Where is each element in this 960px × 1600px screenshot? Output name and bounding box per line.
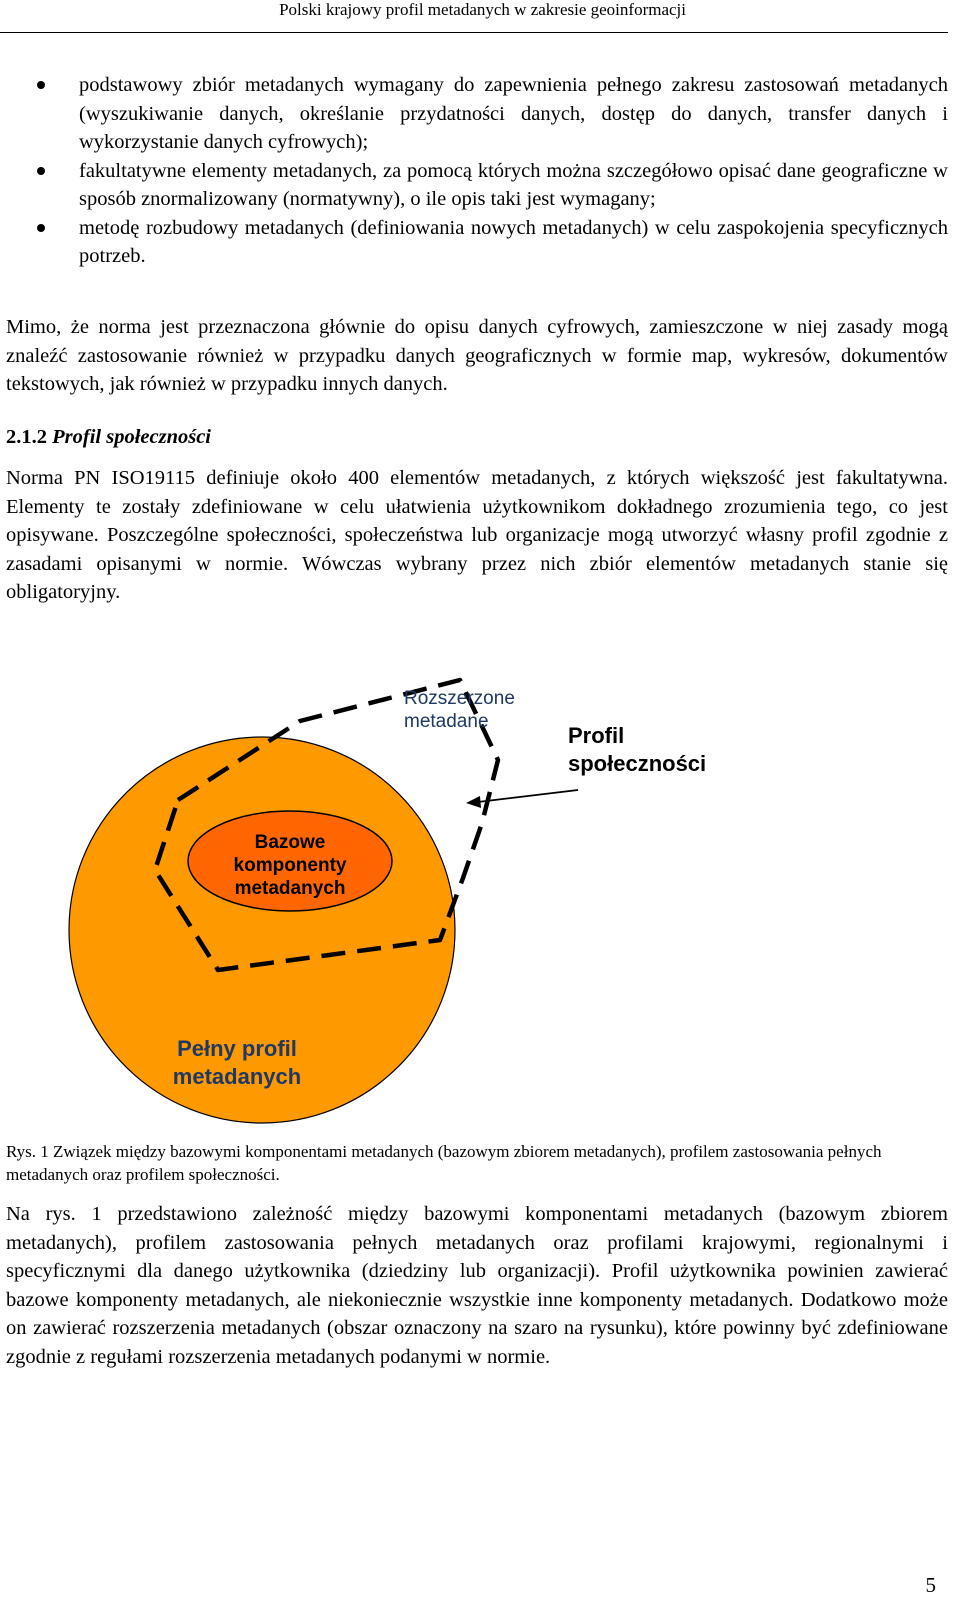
full-label-line1: Pełny profil <box>177 1036 297 1061</box>
profile-diagram <box>0 660 960 1130</box>
paragraph-figure-description: Na rys. 1 przedstawiono zależność między bazowymi komponentami metadanych (bazowym zbiorem metadanych), profilem zastosowania pełnych metadanych oraz profilami krajowymi, regionalnymi i specyficznymi dla danego użytkownika (dziedziny lub organizacji). Profil użytkownika powinien zawierać bazowe komponenty metadanych, ale niekoniecznie wszystkie inne komponenty metadanych. Dodatkowo może on zawierać rozszerzenia metadanych (obszar oznaczony na szaro na rysunku), które powinny być zdefiniowane zgodnie z regułami rozszerzenia metadanych podanymi w normie. <box>6 1203 948 1368</box>
extended-label-line2: metadane <box>404 711 489 732</box>
bullet-dot-icon <box>37 167 45 175</box>
community-arrow-line <box>478 790 578 802</box>
bullet-text: fakultatywne elementy metadanych, za pomocą których można szczegółowo opisać dane geograficzne w sposób znormalizowany (normatywny), o ile opis taki jest wymagany; <box>79 159 948 210</box>
bullet-dot-icon <box>37 81 45 89</box>
arrow-head-icon <box>466 796 481 808</box>
bullet-item <box>0 214 948 271</box>
running-title: Polski krajowy profil metadanych w zakresie geoinformacji <box>279 0 686 19</box>
paragraph-community-profile: Norma PN ISO19115 definiuje około 400 elementów metadanych, z których większość jest fakultatywna. Elementy te zostały zdefiniowane w celu ułatwienia użytkownikom dokładnego zrozumienia tego, co jest opisywane. Poszczególne społeczności, społeczeństwa lub organizacje mogą utworzyć własny profil zgodnie z zasadami opisanymi w normie. Wówczas wybrany przez nich zbiór elementów metadanych stanie się obligatoryjny. <box>6 467 948 603</box>
section-title: Profil społeczności <box>52 426 211 448</box>
figure-caption: Rys. 1 Związek między bazowymi komponentami metadanych (bazowym zbiorem metadanych), profilem zastosowania pełnych metadanych oraz profilem społeczności. <box>6 1142 882 1184</box>
bullet-item <box>0 157 948 214</box>
core-label-line2: komponenty <box>233 855 347 876</box>
paragraph-scope: Mimo, że norma jest przeznaczona głównie do opisu danych cyfrowych, zamieszczone w niej zasady mogą znaleźć zastosowanie również w przypadku danych geograficznych w formie map, wykresów, dokumentów tekstowych, jak również w przypadku innych danych. <box>6 316 948 395</box>
section-number: 2.1.2 <box>6 426 47 448</box>
community-label-line1: Profil <box>568 723 625 748</box>
community-label-line2: społeczności <box>568 751 707 776</box>
core-label-line3: metadanych <box>234 878 346 899</box>
page-header <box>0 0 948 33</box>
extended-label-line1: Rozszerzone <box>404 688 515 709</box>
bullet-text: podstawowy zbiór metadanych wymagany do zapewnienia pełnego zakresu zastosowań metadanych (wyszukiwanie danych, określanie przydatności danych, dostęp do danych, transfer danych i wykorzystanie danych cyfrowych); <box>79 74 948 153</box>
full-label-line2: metadanych <box>172 1064 302 1089</box>
bullet-item <box>0 71 948 157</box>
page-number: 5 <box>925 1573 936 1597</box>
bullet-text: metodę rozbudowy metadanych (definiowania nowych metadanych) w celu zaspokojenia specyficznych potrzeb. <box>79 216 948 267</box>
bullet-list <box>0 71 948 271</box>
bullet-dot-icon <box>37 224 45 232</box>
core-label-line1: Bazowe <box>254 832 326 853</box>
section-heading <box>6 423 211 451</box>
